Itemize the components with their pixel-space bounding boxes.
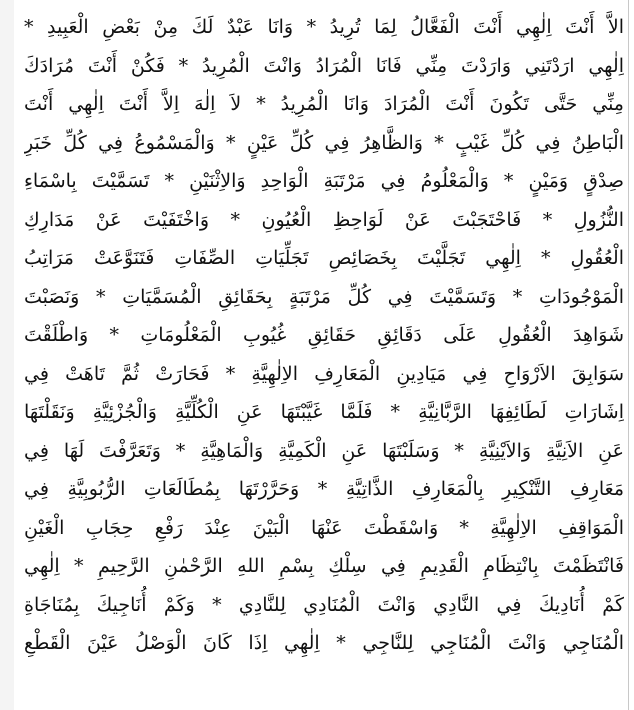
text-line-7: الْعُقُولِ * اِلٰهِي تَجَلَّيْتَ بِخَصَائِصِ تَجَلِّيَاتِ الصِّفَاتِ فَتَنَوَّعَتْ مَرَاتِبُ — [24, 247, 624, 269]
text-line-3: مِنِّي حَتَّى تَكُونَ أَنْتَ الْمُرَادَ وَانَا الْمُرِيدُ * لاَ اِلٰهَ اِلاَّ أَنْتَ اِلٰهِي أَنْتَ — [24, 93, 624, 115]
page-left-margin — [0, 0, 14, 710]
text-line-4: الْبَاطِنُ فِي كُلِّ غَيْبٍ * وَالظَّاهِرُ فِي كُلِّ عَيْنٍ * وَالْمَسْمُوعُ فِي كُلِّ خَبَرِ — [24, 131, 624, 154]
text-line-1: الاَّ أَنْتَ اِلٰهِي أَنْتَ الْفَعَّالُ لِمَا تُرِيدُ * وَانَا عَبْدٌ لَكَ مِنْ بَعْضِ الْعَبِيدِ * — [24, 16, 624, 38]
text-line-2: اِلٰهِي ارَدْتَنِي وَارَدْتَ مِنِّي فَانَا الْمُرَادُ وَانْتَ الْمُرِيدُ * فَكُنْ أَنْتَ مُرَادَكَ — [24, 54, 624, 77]
arabic-text-body — [24, 8, 624, 663]
text-line-16: كَمْ أُنَادِيكَ فِي النَّادِي وَانْتَ الْمُنَادِي لِلنَّادِي * وَكَمْ أُنَاجِيكَ بِمُنَاجَاةِ — [24, 593, 624, 616]
text-line-5: صِدْقٍ وَمَيْنٍ * وَالْمَعْلُومُ فِي مَرْتَبَةِ الْوَاحِدِ وَالاِثْنَيْنِ * تَسَمَّيْتَ بِاسْمَاءِ — [24, 170, 624, 192]
text-line-15: فَانْتَظَمْتَ بِانْتِظَامِ الْقَدِيمِ فِي سِلْكِ بِسْمِ اللهِ الرَّحْمٰنِ الرَّحِيمِ * اِلٰهِي — [24, 555, 624, 577]
text-line-9: شَوَاهِدَ الْعُقُولِ عَلَى دَقَائِقِ حَقَائِقِ غُيُوبِ الْمَعْلُومَاتِ * وَاطْلَقْتَ — [24, 324, 624, 346]
text-line-8: الْمَوْجُودَاتِ * وَتَسَمَّيْتَ فِي كُلِّ مَرْتَبَةٍ بِحَقَائِقِ الْمُسَمَّيَاتِ * وَنَصَبْتَ — [24, 285, 624, 308]
text-line-10: سَوَابِقَ الاَرْوَاحِ فِي مَيَادِينِ الْمَعَارِفِ الاِلٰهِيَّةِ * فَحَارَتْ ثُمَّ تَاهَتْ فِي — [24, 362, 624, 385]
text-line-14: الْمَوَاقِفِ الاِلٰهِيَّةِ * وَاسْقَطْتَ عَنْهَا الْبَيْنَ عِنْدَ رَفْعِ حِجَابِ الْغَيْنِ — [24, 516, 624, 539]
text-line-13: مَعَارِفِ التَّنْكِيرِ بِالْمَعَارِفِ الذَّاتِيَّةِ * وَحَرَّرْتَهَا بِمُطَالَعَاتِ الرُّبُوبِيَّةِ فِي — [24, 478, 624, 500]
page-edge-line — [628, 0, 629, 710]
text-line-17: الْمُنَاجِي وَانْتَ الْمُنَاجِي لِلنَّاجِي * اِلٰهِي اِذَا كَانَ الْوَصْلُ عَيْنَ الْقَطْعِ — [24, 632, 624, 654]
text-line-6: النُّزُولِ * فَاحْتَجَبْتَ عَنْ لَوَاحِظِ الْعُيُونِ * وَاخْتَفَيْتَ عَنْ مَدَارِكِ — [24, 208, 624, 231]
text-line-12: عَنِ الاَنِيَّةِ وَالاَيْنِيَّةِ * وَسَلَبْتَهَا عَنِ الْكَمِيَّةِ وَالْمَاهِيَّةِ * وَتَعَرَّفْتَ لَهَا فِي — [24, 439, 624, 462]
text-line-11: اِشَارَاتِ لَطَائِفِهَا الرَّبَّانِيَّةِ * فَلَمَّا غَيَّبْتَهَا عَنِ الْكُلِّيَّةِ وَالْجُزْئِيَّةِ وَنَقَلْتَهَا — [24, 401, 624, 423]
